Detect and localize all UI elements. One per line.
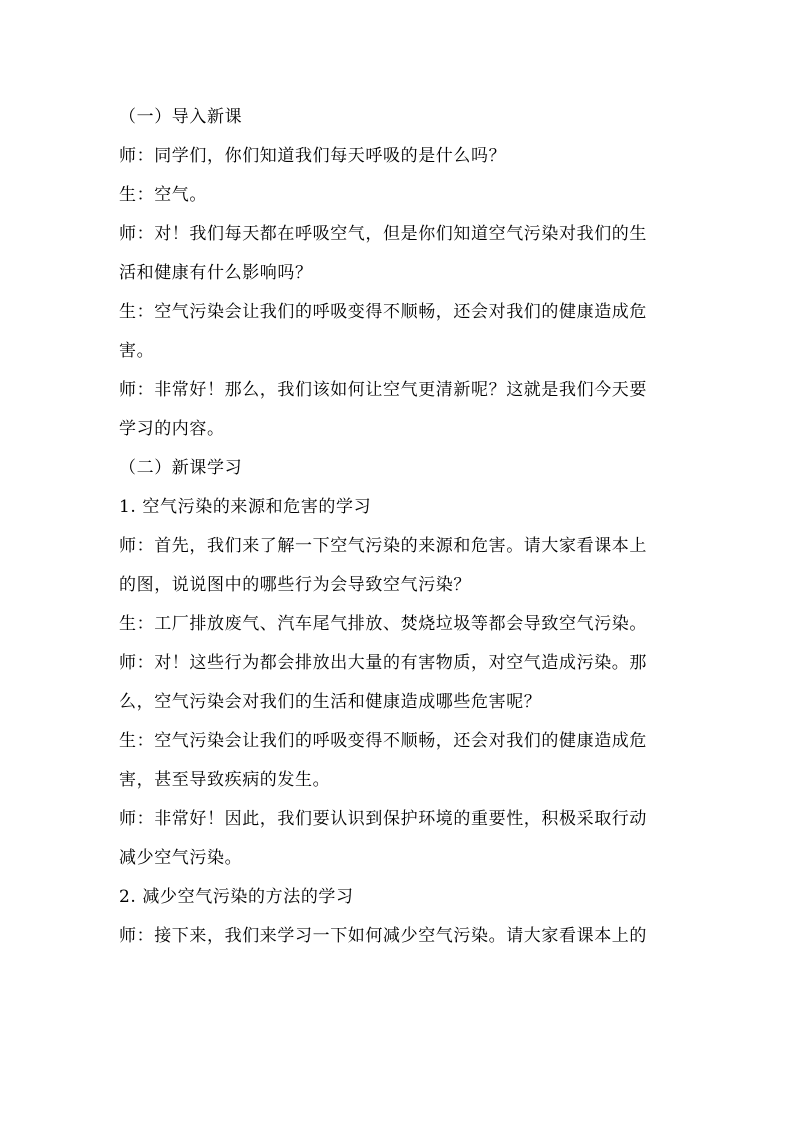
- teacher-line-continued: 学习的内容。: [119, 419, 225, 439]
- student-line: 生：工厂排放废气、汽车尾气排放、焚烧垃圾等都会导致空气污染。: [119, 614, 647, 634]
- section-heading-intro: （一）导入新课: [119, 107, 243, 127]
- student-line-continued: 害。: [119, 341, 155, 361]
- teacher-line: 师：非常好！因此，我们要认识到保护环境的重要性，积极采取行动: [119, 809, 647, 829]
- section-heading-new-lesson: （二）新课学习: [119, 458, 243, 478]
- teacher-line: 师：接下来，我们来学习一下如何减少空气污染。请大家看课本上的: [119, 926, 647, 946]
- student-line-continued: 害，甚至导致疾病的发生。: [119, 770, 331, 790]
- teacher-line: 师：同学们，你们知道我们每天呼吸的是什么吗？: [119, 146, 507, 166]
- teacher-line-continued: 减少空气污染。: [119, 848, 243, 868]
- student-line: 生：空气。: [119, 185, 207, 205]
- teacher-line-continued: 的图，说说图中的哪些行为会导致空气污染？: [119, 575, 471, 595]
- teacher-line-continued: 活和健康有什么影响吗？: [119, 263, 313, 283]
- teacher-line: 师：首先，我们来了解一下空气污染的来源和危害。请大家看课本上: [119, 536, 647, 556]
- teacher-line: 师：对！我们每天都在呼吸空气，但是你们知道空气污染对我们的生: [119, 224, 647, 244]
- student-line: 生：空气污染会让我们的呼吸变得不顺畅，还会对我们的健康造成危: [119, 731, 647, 751]
- document-page: [119, 98, 679, 956]
- subsection-heading-2: 2. 减少空气污染的方法的学习: [119, 887, 354, 907]
- teacher-line-continued: 么，空气污染会对我们的生活和健康造成哪些危害呢？: [119, 692, 542, 712]
- student-line: 生：空气污染会让我们的呼吸变得不顺畅，还会对我们的健康造成危: [119, 302, 647, 322]
- subsection-heading-1: 1. 空气污染的来源和危害的学习: [119, 497, 372, 517]
- teacher-line: 师：对！这些行为都会排放出大量的有害物质，对空气造成污染。那: [119, 653, 647, 673]
- teacher-line: 师：非常好！那么，我们该如何让空气更清新呢？这就是我们今天要: [119, 380, 647, 400]
